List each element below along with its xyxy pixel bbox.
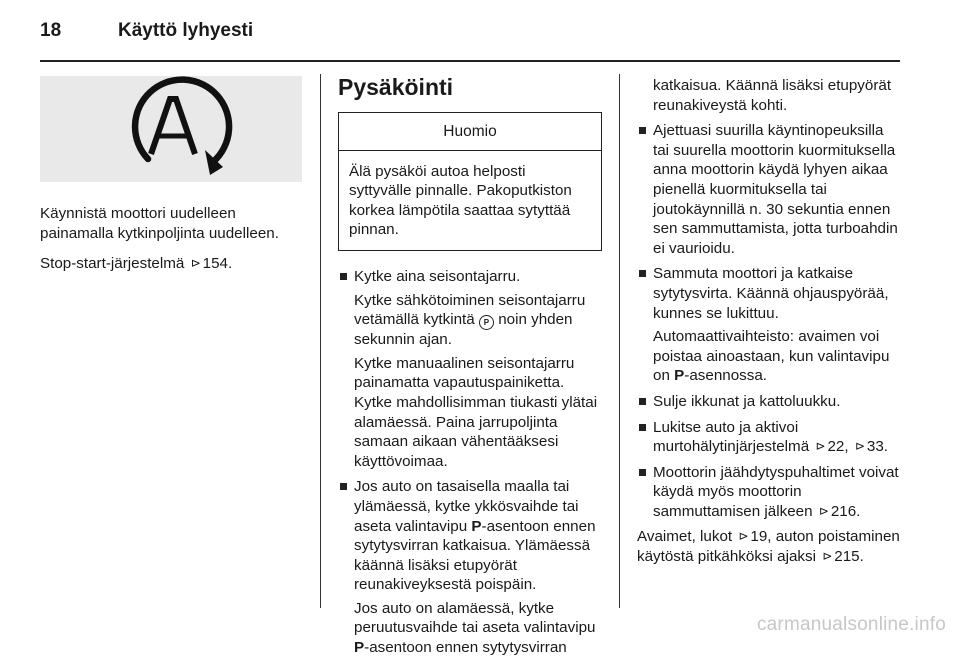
page-number: 18 <box>40 20 62 41</box>
column-1 <box>40 76 304 274</box>
list-item: Kytke aina seisontajarru. <box>338 267 602 287</box>
column-divider-1 <box>320 74 321 608</box>
see-also-text[interactable]: Avaimet, lukot ⊳ 19, auton poistaminen käytöstä pitkähköksi ajaksi ⊳ 215. <box>637 528 900 566</box>
parking-brake-icon: P <box>479 315 494 330</box>
list-item: Sammuta moottori ja katkaise sytytysvirta. Käännä ohjauspyörää, kunnes se lukittuu. <box>637 264 903 323</box>
watermark: carmanualsonline.info <box>756 614 946 635</box>
caution-box <box>338 112 602 251</box>
ref-arrow-icon: ⊳ <box>822 549 833 564</box>
column-2 <box>338 76 602 658</box>
list-item: Jos auto on tasaisella maalla tai ylämäessä, kytke ykkösvaihde tai aseta valintavipu P-asentoon ennen sytytysvirran katkaisua. Ylämäessä käännä lisäksi etupyörät reunakiveyksestä poispäin. <box>338 477 602 595</box>
sub-paragraph: Automaattivaihteisto: avaimen voi poistaa ainoastaan, kun valintavipu on P-asennossa. <box>653 328 890 385</box>
list-item: Ajettuasi suurilla käyntinopeuksilla tai suurella moottorin kuormituksella anna moottorin käydä lyhyen aikaa pienellä kuormituksella tai joutokäynnillä n. 30 sekuntia ennen sen sammuttamista, jotta turboahdin ei vaurioidu. <box>637 121 903 258</box>
caution-body: Älä pysäköi autoa helposti syttyvälle pinnalle. Pakoputkiston korkea lämpötila saattaa sytyttää pinnan. <box>349 162 572 239</box>
sub-paragraph: Jos auto on alamäessä, kytke peruutusvaihde tai aseta valintavipu P-asentoon ennen sytytysvirran <box>354 599 596 657</box>
ref-arrow-icon: ⊳ <box>854 439 865 454</box>
sub-paragraph: Kytke manuaalinen seisontajarru painamatta vapautuspainiketta. Kytke mahdollisimman tiukasti ylätai alamäessä. Paina jarrupoljinta samaan aikaan vähentääksesi käyttövoimaa. <box>354 354 598 470</box>
caution-heading: Huomio <box>339 113 601 151</box>
ref-arrow-icon: ⊳ <box>818 503 829 518</box>
section-title: Pysäköinti <box>338 74 454 100</box>
page-title: Käyttö lyhyesti <box>118 20 254 41</box>
start-stop-ref[interactable]: Stop-start-järjestelmä ⊳ 154. <box>40 255 233 273</box>
list-item: Sulje ikkunat ja kattoluukku. <box>637 392 903 412</box>
ref-arrow-icon: ⊳ <box>815 439 826 454</box>
auto-stop-A-arrow-icon <box>40 76 302 182</box>
ref-arrow-icon: ⊳ <box>738 529 749 544</box>
column-divider-2 <box>619 74 620 608</box>
header-rule <box>40 60 900 62</box>
sub-paragraph: Kytke sähkötoiminen seisontajarru vetämällä kytkintä P noin yhden sekunnin ajan. <box>354 291 586 349</box>
list-item[interactable]: Moottorin jäähdytyspuhaltimet voivat käydä myös moottorin sammuttamisen jälkeen ⊳ 216. <box>637 463 903 522</box>
column-3 <box>637 76 903 567</box>
restart-text: Käynnistä moottori uudelleen painamalla kytkinpoljinta uudelleen. <box>40 205 279 242</box>
continued-text: katkaisua. Käännä lisäksi etupyörät reunakiveystä kohti. <box>653 77 892 114</box>
list-item[interactable]: Lukitse auto ja aktivoi murtohälytinjärjestelmä ⊳ 22, ⊳ 33. <box>637 418 903 457</box>
page-header <box>40 14 900 54</box>
ref-arrow-icon: ⊳ <box>190 256 201 271</box>
